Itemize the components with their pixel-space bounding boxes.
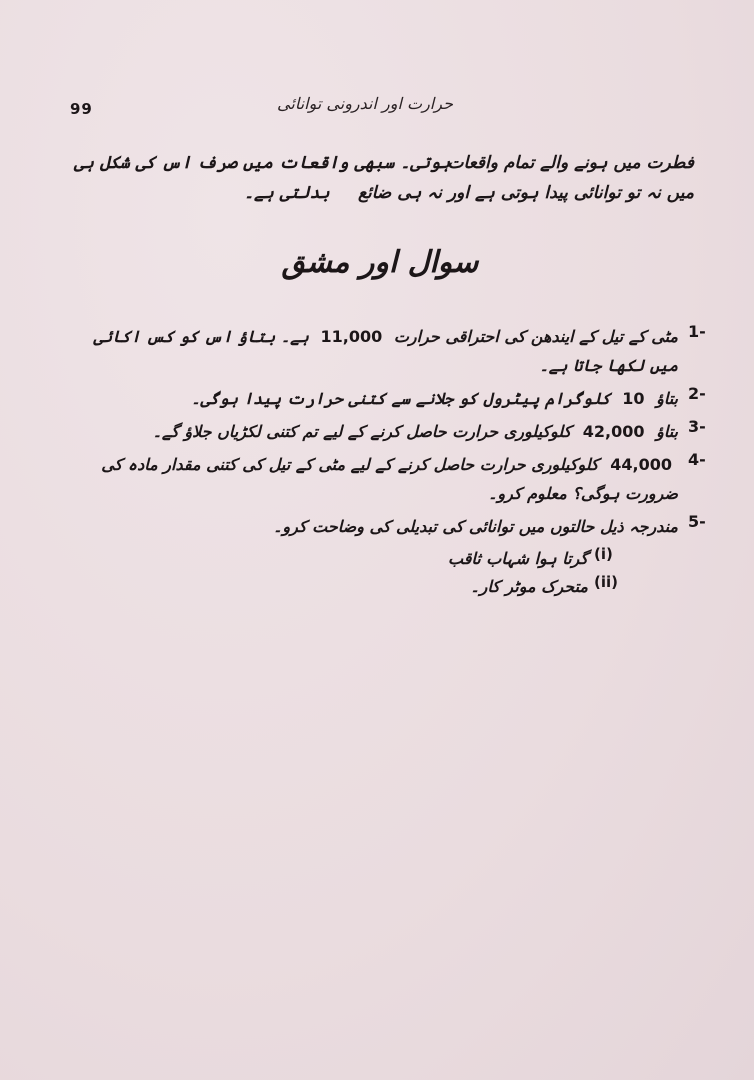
sub-item-number: (ii) [594,573,618,591]
question-number: 4- [688,450,706,469]
page-number: 99 [70,100,93,118]
question-text-pre: مندرجہ ذیل حالتوں میں توانائی کی تبدیلی کی وضاحت کرو۔ [273,517,678,536]
question-number: 2- [688,384,706,403]
sub-item-text: گرتا ہوا شہاب ثاقب [448,549,588,568]
question-text-post: کلوکیلوری حرارت حاصل کرنے کے لیے تم کتنی لکڑیاں جلاؤ گے۔ [152,422,572,441]
question-text-pre: بتاؤ [656,389,678,408]
question-number: 1- [688,322,706,341]
sub-item-number: (i) [594,545,613,563]
question-item [64,417,724,446]
intro-paragraph [74,152,694,212]
question-text [64,450,678,508]
question-list [64,322,724,601]
question-item [64,450,724,508]
question-number: 3- [688,417,706,436]
question-text-pre: مٹی کے تیل کے ایندھن کی احتراقی حرارت [393,327,678,346]
intro-line-2 [74,182,694,212]
question-text-pre: بتاؤ [656,422,678,441]
question-text-post: کلوکیلوری حرارت حاصل کرنے کے لیے مٹی کے تیل کی کتنی مقدار مادہ کی ضرورت ہوگی؟ معلوم کرو۔ [101,455,678,503]
question-item [64,512,724,541]
question-text [64,417,678,446]
question-text-post: کلوگرام پیٹرول کو جلانے سے کتنی حرارت پیدا ہوگی۔ [191,389,611,408]
intro-line-1 [74,152,694,182]
question-text-post: ہے۔ بتاؤ اس کو کس اکائی میں لکھا جاتا ہے۔ [93,327,678,375]
intro-line-2-start: میں نہ تو توانائی پیدا ہوتی ہے اور نہ ہی ضائع [357,183,694,203]
sub-item-text: متحرک موٹر کار۔ [470,577,588,596]
question-value: 44,000 [610,455,672,474]
question-item [64,322,724,380]
question-value: 11,000 [320,327,383,346]
section-heading: سوال اور مشق [281,245,479,280]
sub-item [64,573,624,601]
intro-line-1-start: فطرت میں ہونے والے تمام واقعات [447,153,694,173]
intro-line-1-end: ہوتی۔ سبھی واقعات میں صرف اس کی شکل ہی [74,153,451,173]
question-value: 10 [622,389,645,408]
running-head: حرارت اور اندرونی توانائی [277,94,453,113]
sub-item [64,545,624,573]
question-number: 5- [688,512,706,531]
intro-line-2-end: بدلتی ہے۔ [244,183,330,203]
question-text [64,322,678,380]
question-text [64,384,678,413]
question-text [64,512,678,541]
question-value: 42,000 [582,422,645,441]
question-item [64,384,724,413]
